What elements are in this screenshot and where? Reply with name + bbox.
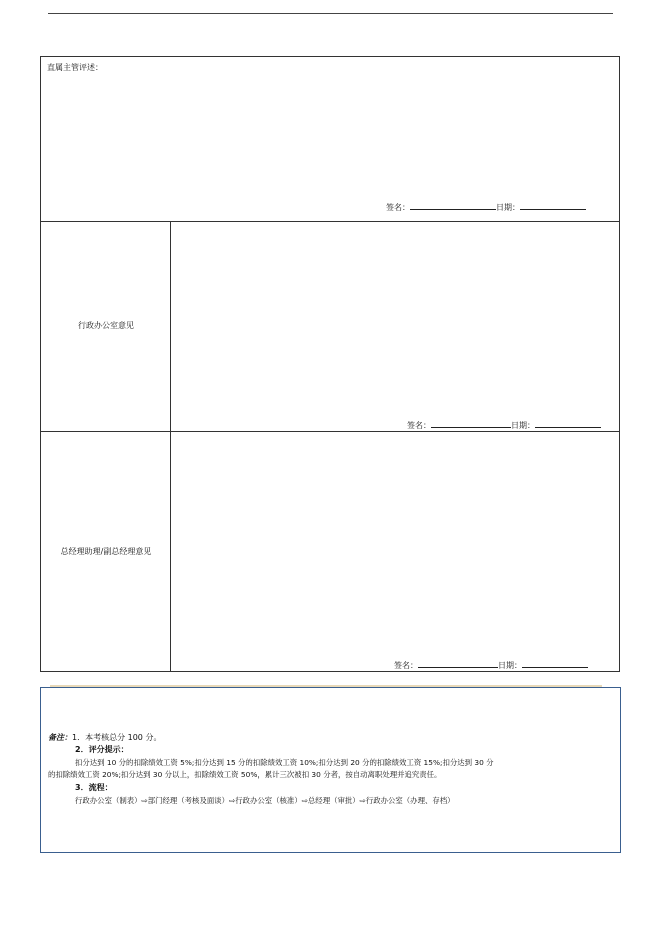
- admin-date-label: 日期：: [511, 421, 535, 430]
- notes-item-2-text-2: 的扣除绩效工资 20%;扣分达到 30 分以上，扣除绩效工资 50%，累计三次被扣 30 分者，按自动离职处理并追究责任。: [48, 770, 442, 779]
- gm-opinion-cell[interactable]: [171, 432, 619, 671]
- supervisor-comment-label: 直属主管评述：: [47, 63, 103, 72]
- gm-date-line[interactable]: [522, 659, 588, 668]
- admin-sign-line[interactable]: [431, 419, 511, 428]
- gm-opinion-label: 总经理助理/副总经理意见: [60, 547, 152, 556]
- supervisor-date-label: 日期：: [496, 203, 520, 212]
- notes-line-1: [48, 733, 161, 743]
- supervisor-date-line[interactable]: [520, 201, 586, 210]
- supervisor-comment-cell[interactable]: [41, 57, 619, 222]
- gm-sign-line[interactable]: [418, 659, 498, 668]
- gm-sign-label: 签名：: [394, 661, 418, 670]
- admin-opinion-label-cell: [41, 222, 171, 432]
- supervisor-sign-line[interactable]: [410, 201, 496, 210]
- supervisor-sign-label: 签名：: [386, 203, 410, 212]
- admin-sign-label: 签名：: [407, 421, 431, 430]
- gm-signature-row: [394, 659, 588, 671]
- supervisor-signature-row: [386, 201, 586, 213]
- notes-box: [40, 687, 621, 853]
- admin-opinion-label: 行政办公室意见: [78, 321, 134, 330]
- notes-item-1: 1．本考核总分 100 分。: [72, 733, 162, 742]
- gm-date-label: 日期：: [498, 661, 522, 670]
- notes-item-2-label: 2．评分提示：: [75, 745, 129, 754]
- admin-signature-row: [407, 419, 601, 431]
- review-form-table: [40, 56, 620, 672]
- notes-item-2-text-1: 扣分达到 10 分的扣除绩效工资 5%;扣分达到 15 分的扣除绩效工资 10%;扣分达到 20 分的扣除绩效工资 15%;扣分达到 30 分: [75, 758, 494, 767]
- notes-item-3-label: 3．流程：: [75, 783, 113, 792]
- notes-item-3-text: 行政办公室（制表）⇨部门经理（考核及面谈）⇨行政办公室（核准）⇨总经理（审批）⇨行政办公室（办理、存档）: [75, 796, 455, 805]
- admin-date-line[interactable]: [535, 419, 601, 428]
- gm-opinion-label-cell: [41, 432, 171, 671]
- admin-opinion-cell[interactable]: [171, 222, 619, 432]
- top-rule: [48, 13, 613, 14]
- notes-heading: 备注：: [48, 733, 72, 742]
